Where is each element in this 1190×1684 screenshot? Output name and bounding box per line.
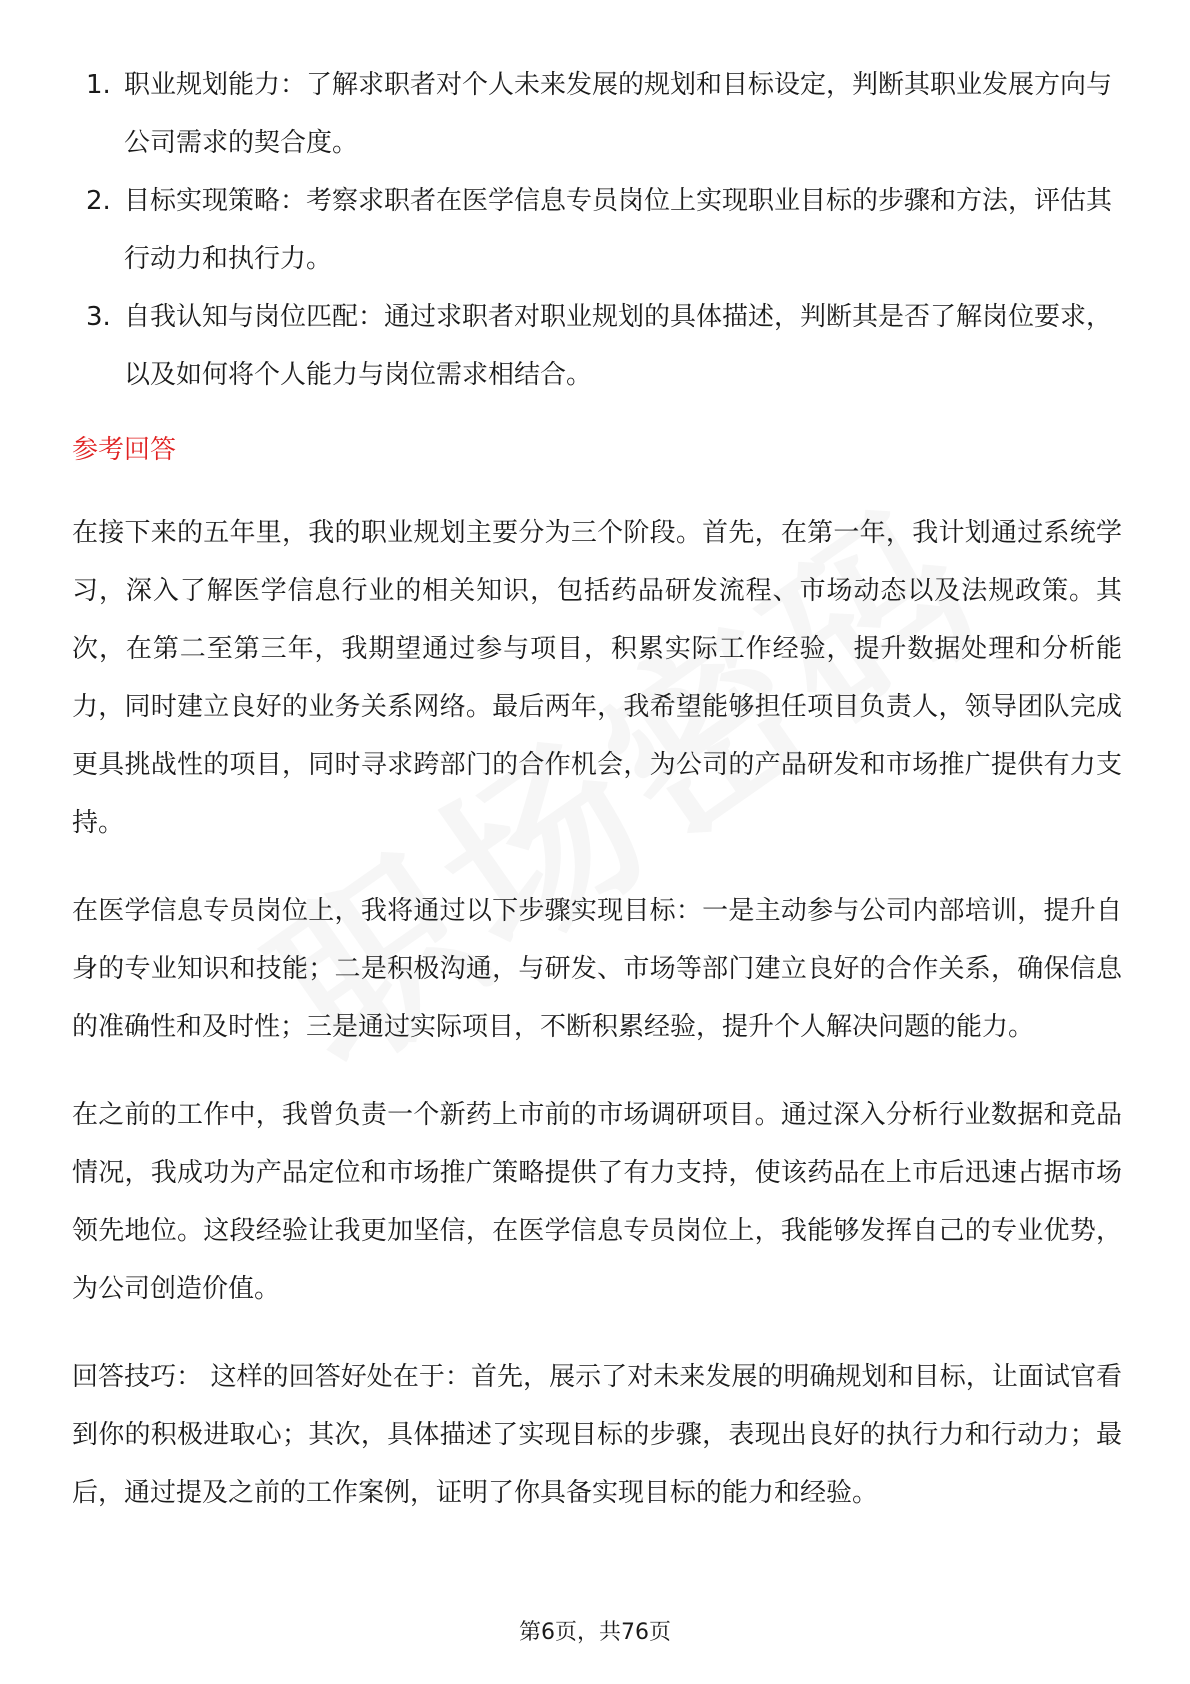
answer-tips-paragraph: 回答技巧： 这样的回答好处在于：首先，展示了对未来发展的明确规划和目标，让面试官看到你的积极进取心；其次，具体描述了实现目标的步骤，表现出良好的执行力和行动力；最后，通过提及之前的工作案例，证明了你具备实现目标的能力和经验。 <box>72 1362 1122 1508</box>
page-content <box>72 56 1122 1552</box>
list-item <box>72 172 1122 288</box>
list-item-number: 3. <box>86 302 111 332</box>
page-number: 第6页，共76页 <box>519 1620 671 1645</box>
list-item-number: 1. <box>86 70 111 100</box>
answer-paragraph-2: 在医学信息专员岗位上，我将通过以下步骤实现目标：一是主动参与公司内部培训，提升自身的专业知识和技能；二是积极沟通，与研发、市场等部门建立良好的合作关系，确保信息的准确性和及时性；三是通过实际项目，不断积累经验，提升个人解决问题的能力。 <box>72 896 1122 1042</box>
list-item <box>72 56 1122 172</box>
list-item-text: 职业规划能力：了解求职者对个人未来发展的规划和目标设定，判断其职业发展方向与公司需求的契合度。 <box>124 70 1113 158</box>
answer-paragraph-3: 在之前的工作中，我曾负责一个新药上市前的市场调研项目。通过深入分析行业数据和竞品情况，我成功为产品定位和市场推广策略提供了有力支持，使该药品在上市后迅速占据市场领先地位。这段经验让我更加坚信，在医学信息专员岗位上，我能够发挥自己的专业优势，为公司创造价值。 <box>72 1100 1122 1304</box>
criteria-list <box>72 56 1122 404</box>
list-item-text: 目标实现策略：考察求职者在医学信息专员岗位上实现职业目标的步骤和方法，评估其行动力和执行力。 <box>124 186 1113 274</box>
list-item <box>72 288 1122 404</box>
list-item-text: 自我认知与岗位匹配：通过求职者对职业规划的具体描述，判断其是否了解岗位要求，以及如何将个人能力与岗位需求相结合。 <box>124 302 1113 390</box>
list-item-number: 2. <box>86 186 111 216</box>
reference-answer-heading: 参考回答 <box>72 435 177 465</box>
answer-paragraph-1: 在接下来的五年里，我的职业规划主要分为三个阶段。首先，在第一年，我计划通过系统学习，深入了解医学信息行业的相关知识，包括药品研发流程、市场动态以及法规政策。其次，在第二至第三年，我期望通过参与项目，积累实际工作经验，提升数据处理和分析能力，同时建立良好的业务关系网络。最后两年，我希望能够担任项目负责人，领导团队完成更具挑战性的项目，同时寻求跨部门的合作机会，为公司的产品研发和市场推广提供有力支持。 <box>72 518 1122 838</box>
